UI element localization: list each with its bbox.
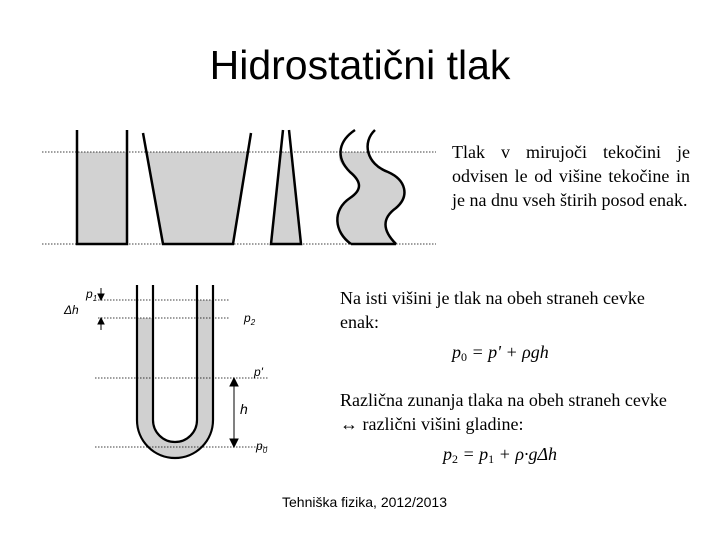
svg-text:p1: $p_1$ — [86, 287, 98, 303]
svg-text:p2: $p_2$ — [244, 311, 256, 327]
label-dh: Δh — [64, 303, 79, 317]
svg-text:p0: $p_0$ — [256, 439, 268, 455]
paragraph-different-pressures: Različna zunanja tlaka na obeh straneh cevke ↔ različni višini gladine: — [340, 390, 667, 434]
dh-arrow-up — [98, 318, 104, 324]
label-pprime: p' — [254, 365, 263, 379]
utube-inner-wall — [153, 285, 197, 442]
label-p1: p — [86, 287, 93, 301]
label-p0: p — [256, 439, 263, 453]
slide-title: Hidrostatični tlak — [209, 42, 511, 88]
label-p2: p — [244, 311, 251, 325]
equation-2: $p_2 = p_1 + \rho\cdot g\Delta h$ — [443, 444, 558, 466]
dh-arrow-down — [98, 294, 104, 300]
slide-footer: Tehniška fizika, 2012/2013 — [282, 494, 447, 510]
paragraph-vessels: Tlak v mirujoči tekočini je odvisen le od višine tekočine in je na dnu vseh štirih posod enak. — [452, 142, 690, 210]
paragraph-same-height: Na isti višini je tlak na obeh straneh cevke enak: — [340, 288, 645, 332]
equation-1: $p_0 = p' + \rho gh$ — [452, 342, 549, 364]
utube-liquid — [137, 300, 213, 458]
label-h: h — [240, 401, 248, 417]
